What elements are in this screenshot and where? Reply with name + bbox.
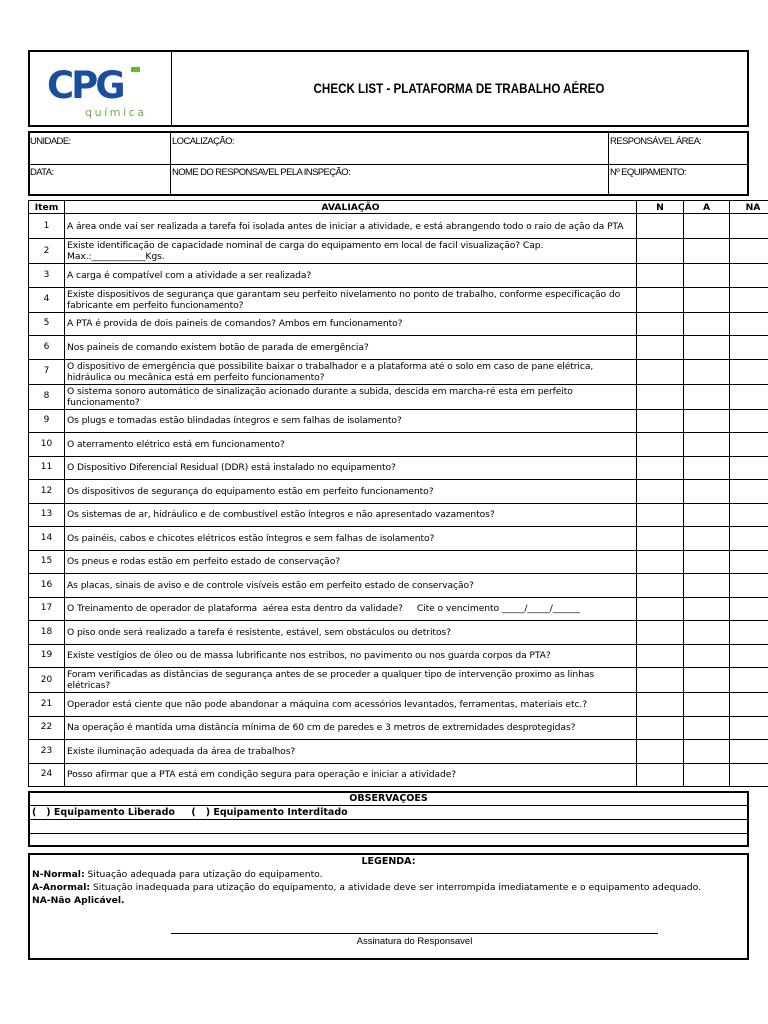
item-question: O aterramento elétrico está em funcionamento? (65, 433, 637, 457)
info-vdivider (170, 133, 171, 194)
check-na[interactable] (730, 503, 768, 527)
legend-title: LEGENDA: (361, 856, 416, 867)
item-question: Foram verificadas as distâncias de segurança antes de se proceder a qualquer tipo de intervenção proximo as linhas elétricas? (65, 668, 637, 693)
check-na[interactable] (730, 456, 768, 480)
check-n[interactable] (637, 503, 684, 527)
check-a[interactable] (684, 264, 730, 288)
item-question: As placas, sinais de aviso e de controle visíveis estão em perfeito estado de conservação? (65, 574, 637, 598)
check-a[interactable] (684, 503, 730, 527)
check-na[interactable] (730, 550, 768, 574)
check-a[interactable] (684, 716, 730, 740)
check-a[interactable] (684, 550, 730, 574)
check-n[interactable] (637, 214, 684, 239)
check-a[interactable] (684, 763, 730, 787)
check-n[interactable] (637, 359, 684, 384)
check-a[interactable] (684, 480, 730, 504)
table-row (29, 763, 768, 787)
check-n[interactable] (637, 668, 684, 693)
check-n[interactable] (637, 527, 684, 551)
item-number: 6 (29, 336, 65, 360)
check-n[interactable] (637, 693, 684, 717)
obs-divider (30, 819, 747, 820)
n-equipamento-label: Nº EQUIPAMENTO: (610, 167, 686, 178)
item-number: 17 (29, 597, 65, 621)
logo-sub: química (85, 106, 147, 119)
item-number: 22 (29, 716, 65, 740)
item-question: Os painéis, cabos e chicotes elétricos estão íntegros e sem falhas de isolamento? (65, 527, 637, 551)
table-row (29, 433, 768, 457)
check-na[interactable] (730, 336, 768, 360)
item-question: Existe iluminação adequada da área de trabalhos? (65, 740, 637, 764)
item-number: 5 (29, 312, 65, 336)
item-question: Os plugs e tomadas estão blindadas íntegros e sem falhas de isolamento? (65, 409, 637, 433)
legend-anormal-desc: Situação inadequada para utização do equipamento, a atividade deve ser interrompida imediatamente e o equipamento adequado. (90, 882, 701, 893)
legend-anormal-term: A-Anormal: (32, 882, 91, 893)
check-na[interactable] (730, 384, 768, 409)
check-n[interactable] (637, 763, 684, 787)
table-row (29, 597, 768, 621)
table-row (29, 336, 768, 360)
check-a[interactable] (684, 621, 730, 645)
checklist-table (28, 200, 768, 787)
table-row (29, 359, 768, 384)
table-row (29, 716, 768, 740)
table-row (29, 621, 768, 645)
check-a[interactable] (684, 740, 730, 764)
check-a[interactable] (684, 693, 730, 717)
col-item-header: Item (29, 201, 65, 214)
item-number: 20 (29, 668, 65, 693)
check-na[interactable] (730, 716, 768, 740)
item-number: 14 (29, 527, 65, 551)
table-row (29, 693, 768, 717)
check-a[interactable] (684, 574, 730, 598)
legend-normal (32, 868, 323, 881)
nome-responsavel-label: NOME DO RESPONSAVEL PELA INSPEÇÃO: (172, 167, 351, 178)
info-vdivider (608, 133, 609, 194)
check-na[interactable] (730, 239, 768, 264)
check-n[interactable] (637, 264, 684, 288)
check-na[interactable] (730, 312, 768, 336)
check-a[interactable] (684, 668, 730, 693)
item-number: 15 (29, 550, 65, 574)
logo-accent (131, 67, 140, 72)
check-na[interactable] (730, 264, 768, 288)
item-question: O dispositivo de emergência que possibilite baixar o trabalhador e a plataforma até o solo em caso de pane elétrica, hidráulica ou mecânica está em perfeito funcionamento? (65, 359, 637, 384)
check-n[interactable] (637, 644, 684, 668)
table-row (29, 312, 768, 336)
legend-normal-term: N-Normal: (32, 869, 85, 880)
check-na[interactable] (730, 763, 768, 787)
check-na[interactable] (730, 433, 768, 457)
item-question: Os dispositivos de segurança do equipamento estão em perfeito funcionamento? (65, 480, 637, 504)
check-a[interactable] (684, 312, 730, 336)
check-na[interactable] (730, 644, 768, 668)
check-n[interactable] (637, 621, 684, 645)
item-number: 1 (29, 214, 65, 239)
legend-block (28, 853, 749, 960)
item-number: 19 (29, 644, 65, 668)
table-row (29, 527, 768, 551)
check-a[interactable] (684, 239, 730, 264)
check-a[interactable] (684, 644, 730, 668)
table-row (29, 574, 768, 598)
info-divider (30, 164, 747, 165)
data-label: DATA: (30, 167, 54, 178)
item-question: Existe identificação de capacidade nominal de carga do equipamento em local de facil visualização? Cap. Max.:____________Kgs. (65, 239, 637, 264)
item-question: O Dispositivo Diferencial Residual (DDR) está instalado no equipamento? (65, 456, 637, 480)
check-n[interactable] (637, 336, 684, 360)
signature-line (171, 933, 658, 934)
check-na[interactable] (730, 359, 768, 384)
item-number: 21 (29, 693, 65, 717)
obs-divider (30, 833, 747, 834)
legend-anormal (32, 881, 701, 894)
check-a[interactable] (684, 456, 730, 480)
table-row (29, 480, 768, 504)
item-number: 24 (29, 763, 65, 787)
item-question: Existe vestígios de óleo ou de massa lubrificante nos estribos, no pavimento ou nos guarda corpos da PTA? (65, 644, 637, 668)
item-number: 3 (29, 264, 65, 288)
signature-label: Assinatura do Responsavel (356, 936, 473, 947)
responsavel-area-label: RESPONSÁVEL ÁREA: (610, 136, 702, 147)
item-question: O sistema sonoro automático de sinalização acionado durante a subida, descida em marcha-ré esta em perfeito funcionamento? (65, 384, 637, 409)
item-number: 13 (29, 503, 65, 527)
col-a-header: A (684, 201, 730, 214)
check-na[interactable] (730, 480, 768, 504)
legend-na (32, 894, 125, 907)
item-question: O piso onde será realizado a tarefa é resistente, estável, sem obstáculos ou detritos? (65, 621, 637, 645)
check-na[interactable] (730, 693, 768, 717)
item-question: O Treinamento de operador de plataforma aérea esta dentro da validade? Cite o vencimento _____/_____/______ (65, 597, 637, 621)
check-n[interactable] (637, 716, 684, 740)
check-na[interactable] (730, 621, 768, 645)
check-na[interactable] (730, 668, 768, 693)
item-number: 23 (29, 740, 65, 764)
observations-title: OBSERVAÇÕES (349, 793, 428, 804)
legend-normal-desc: Situação adequada para utização do equipamento. (84, 869, 323, 880)
item-number: 16 (29, 574, 65, 598)
check-n[interactable] (637, 384, 684, 409)
check-n[interactable] (637, 312, 684, 336)
item-question: A área onde vai ser realizada a tarefa foi isolada antes de iniciar a atividade, e está abrangendo todo o raio de ação da PTA (65, 214, 637, 239)
table-row (29, 456, 768, 480)
item-number: 8 (29, 384, 65, 409)
check-na[interactable] (730, 409, 768, 433)
table-row (29, 668, 768, 693)
check-n[interactable] (637, 287, 684, 312)
col-n-header: N (637, 201, 684, 214)
item-number: 18 (29, 621, 65, 645)
header (28, 50, 749, 127)
check-n[interactable] (637, 433, 684, 457)
item-number: 10 (29, 433, 65, 457)
unidade-label: UNIDADE: (30, 136, 71, 147)
observations-block (28, 791, 749, 847)
table-row (29, 264, 768, 288)
check-n[interactable] (637, 574, 684, 598)
table-row (29, 740, 768, 764)
check-n[interactable] (637, 456, 684, 480)
item-question: Na operação é mantida uma distância mínima de 60 cm de paredes e 3 metros de extremidades desprotegidas? (65, 716, 637, 740)
check-a[interactable] (684, 527, 730, 551)
item-question: Nos paineis de comando existem botão de parada de emergência? (65, 336, 637, 360)
item-number: 11 (29, 456, 65, 480)
item-question: A carga é compatível com a atividade a ser realizada? (65, 264, 637, 288)
table-row (29, 409, 768, 433)
check-a[interactable] (684, 359, 730, 384)
check-n[interactable] (637, 480, 684, 504)
localizacao-label: LOCALIZAÇÃO: (172, 136, 234, 147)
table-row (29, 384, 768, 409)
equipment-status-options[interactable]: ( ) Equipamento Liberado ( ) Equipamento Interditado (32, 807, 348, 818)
item-number: 2 (29, 239, 65, 264)
check-n[interactable] (637, 550, 684, 574)
check-na[interactable] (730, 740, 768, 764)
check-a[interactable] (684, 287, 730, 312)
col-avaliacao-header: AVALIAÇÃO (65, 201, 637, 214)
check-n[interactable] (637, 740, 684, 764)
check-a[interactable] (684, 384, 730, 409)
item-question: Posso afirmar que a PTA está em condição segura para operação e iniciar a atividade? (65, 763, 637, 787)
check-a[interactable] (684, 409, 730, 433)
logo-cell (30, 52, 172, 125)
table-row (29, 239, 768, 264)
check-na[interactable] (730, 527, 768, 551)
check-a[interactable] (684, 214, 730, 239)
item-question: Existe dispositivos de segurança que garantam seu perfeito nivelamento no ponto de trabalho, conforme especificação do fabricante em perfeito funcionamento? (65, 287, 637, 312)
table-header-row (29, 201, 768, 214)
table-row (29, 503, 768, 527)
item-question: Os pneus e rodas estão em perfeito estado de conservação? (65, 550, 637, 574)
check-a[interactable] (684, 433, 730, 457)
table-row (29, 644, 768, 668)
table-row (29, 214, 768, 239)
legend-na-term: NA-Não Aplicável. (32, 895, 125, 906)
item-number: 12 (29, 480, 65, 504)
check-na[interactable] (730, 214, 768, 239)
check-n[interactable] (637, 597, 684, 621)
item-question: Os sistemas de ar, hidráulico e de combustível estão íntegros e não apresentado vazamentos? (65, 503, 637, 527)
col-na-header: NA (730, 201, 768, 214)
item-question: Operador está ciente que não pode abandonar a máquina com acessórios levantados, ferramentas, materiais etc.? (65, 693, 637, 717)
item-number: 4 (29, 287, 65, 312)
check-na[interactable] (730, 287, 768, 312)
check-a[interactable] (684, 597, 730, 621)
info-block (28, 131, 749, 196)
company-logo (30, 52, 171, 125)
logo-brand: CPG (47, 64, 123, 107)
item-number: 9 (29, 409, 65, 433)
table-row (29, 550, 768, 574)
check-n[interactable] (637, 409, 684, 433)
check-na[interactable] (730, 574, 768, 598)
page-title: CHECK LIST - PLATAFORMA DE TRABALHO AÉREO (313, 81, 605, 96)
item-question: A PTA é provida de dois paineis de comandos? Ambos em funcionamento? (65, 312, 637, 336)
item-number: 7 (29, 359, 65, 384)
check-n[interactable] (637, 239, 684, 264)
check-na[interactable] (730, 597, 768, 621)
check-a[interactable] (684, 336, 730, 360)
table-row (29, 287, 768, 312)
